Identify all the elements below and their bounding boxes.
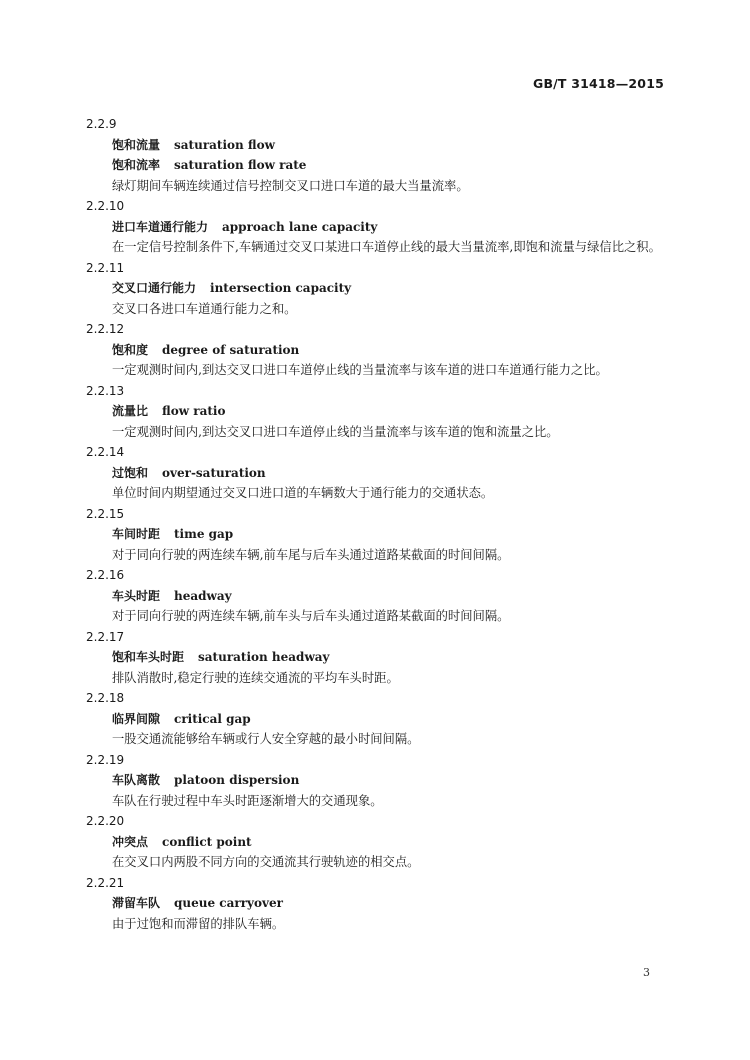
- term-definition: 一股交通流能够给车辆或行人安全穿越的最小时间间隔。: [112, 732, 420, 746]
- term-heading: [86, 647, 666, 668]
- term-number: 2.2.20: [86, 814, 125, 828]
- term-en: headway: [174, 588, 232, 603]
- term-number: 2.2.15: [86, 506, 125, 521]
- term-zh: 临界间隙: [112, 711, 161, 726]
- term-definition: 排队消散时,稳定行驶的连续交通流的平均车头时距。: [112, 670, 399, 685]
- term-entry: [86, 196, 666, 258]
- page-number: 3: [643, 966, 650, 979]
- term-zh: 饱和流率: [112, 158, 161, 172]
- standard-code: GB/T 31418—2015: [532, 76, 664, 91]
- term-number: 2.2.21: [86, 875, 125, 890]
- term-zh: 饱和流量: [112, 137, 161, 152]
- term-number: 2.2.18: [86, 691, 125, 705]
- term-entry: [86, 873, 666, 935]
- term-en: intersection capacity: [210, 281, 352, 295]
- term-zh: 冲突点: [112, 834, 149, 849]
- term-zh: 饱和车头时距: [112, 650, 185, 664]
- term-zh: 过饱和: [112, 465, 149, 480]
- term-en: saturation headway: [198, 650, 330, 664]
- term-number: 2.2.14: [86, 445, 125, 459]
- term-definition: 对于同向行驶的两连续车辆,前车头与后车头通过道路某截面的时间间隔。: [112, 609, 510, 623]
- term-number: 2.2.12: [86, 322, 125, 336]
- term-definition: 对于同向行驶的两连续车辆,前车尾与后车头通过道路某截面的时间间隔。: [112, 547, 510, 562]
- term-heading: [86, 832, 666, 853]
- term-heading: [86, 524, 666, 545]
- term-en: platoon dispersion: [174, 773, 300, 787]
- term-entry: [86, 565, 666, 627]
- term-zh: 饱和度: [112, 342, 149, 357]
- term-number: 2.2.13: [86, 383, 125, 398]
- term-en: flow ratio: [162, 404, 226, 418]
- term-definition: 在一定信号控制条件下,车辆通过交叉口某进口车道停止线的最大当量流率,即饱和流量与绿信比之积。: [112, 240, 661, 254]
- term-heading: [86, 709, 666, 730]
- terms-list: [86, 114, 666, 934]
- term-zh: 滞留车队: [112, 896, 161, 910]
- term-heading: [86, 401, 666, 422]
- term-entry: [86, 319, 666, 381]
- term-zh: 流量比: [112, 404, 149, 418]
- term-en: over-saturation: [162, 465, 266, 480]
- term-entry: [86, 442, 666, 504]
- term-zh: 交叉口通行能力: [112, 281, 197, 295]
- term-zh: 车间时距: [112, 527, 161, 541]
- term-definition: 单位时间内期望通过交叉口进口道的车辆数大于通行能力的交通状态。: [112, 486, 494, 500]
- term-zh: 车头时距: [112, 588, 161, 603]
- term-definition: 绿灯期间车辆连续通过信号控制交叉口进口车道的最大当量流率。: [112, 178, 469, 193]
- term-number: 2.2.9: [86, 117, 117, 131]
- term-en: saturation flow rate: [174, 158, 307, 172]
- term-definition: 车队在行驶过程中车头时距逐渐增大的交通现象。: [112, 793, 383, 808]
- term-entry: [86, 381, 666, 443]
- term-definition: 由于过饱和而滞留的排队车辆。: [112, 916, 285, 931]
- term-entry: [86, 627, 666, 689]
- term-entry: [86, 750, 666, 812]
- term-entry: [86, 811, 666, 873]
- term-en: conflict point: [162, 834, 252, 849]
- term-entry: [86, 504, 666, 566]
- term-en: critical gap: [174, 711, 251, 726]
- term-heading: [86, 893, 666, 914]
- term-heading: [86, 586, 666, 607]
- term-definition: 一定观测时间内,到达交叉口进口车道停止线的当量流率与该车道的饱和流量之比。: [112, 424, 559, 439]
- term-number: 2.2.16: [86, 568, 125, 582]
- term-heading: [86, 278, 666, 299]
- term-definition: 在交叉口内两股不同方向的交通流其行驶轨迹的相交点。: [112, 855, 420, 869]
- term-heading: [86, 135, 666, 156]
- term-entry: [86, 258, 666, 320]
- term-heading-alt: [86, 155, 666, 176]
- term-en: queue carryover: [174, 896, 283, 910]
- term-definition: 交叉口各进口车道通行能力之和。: [112, 301, 297, 316]
- term-zh: 进口车道通行能力: [112, 219, 209, 234]
- term-heading: [86, 217, 666, 238]
- term-heading: [86, 463, 666, 484]
- term-entry: [86, 114, 666, 196]
- term-number: 2.2.11: [86, 260, 125, 275]
- term-heading: [86, 770, 666, 791]
- term-zh: 车队离散: [112, 773, 161, 787]
- term-en: approach lane capacity: [222, 219, 378, 234]
- term-number: 2.2.17: [86, 629, 125, 644]
- term-heading: [86, 340, 666, 361]
- term-entry: [86, 688, 666, 750]
- term-en: degree of saturation: [162, 342, 300, 357]
- term-en: saturation flow: [174, 137, 275, 152]
- term-number: 2.2.10: [86, 199, 125, 213]
- term-number: 2.2.19: [86, 752, 125, 767]
- term-definition: 一定观测时间内,到达交叉口进口车道停止线的当量流率与该车道的进口车道通行能力之比。: [112, 363, 608, 377]
- term-en: time gap: [174, 527, 234, 541]
